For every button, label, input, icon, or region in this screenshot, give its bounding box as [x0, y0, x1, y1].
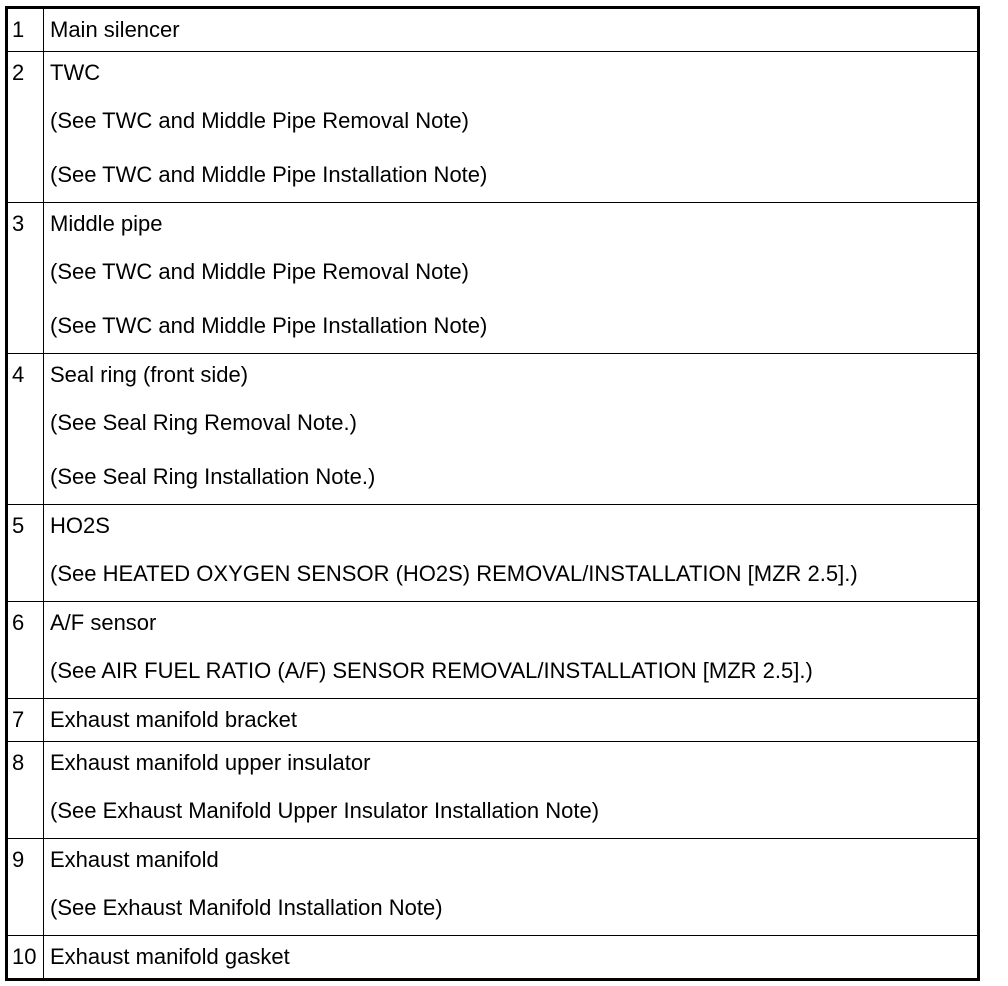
reference-note: (See AIR FUEL RATIO (A/F) SENSOR REMOVAL/INSTALLATION [MZR 2.5].): [50, 658, 813, 683]
table-row: [7, 203, 979, 354]
part-name: Exhaust manifold gasket: [50, 944, 290, 969]
item-number-cell: [7, 203, 44, 354]
part-name: Main silencer: [50, 17, 180, 42]
reference-note: (See Seal Ring Installation Note.): [50, 464, 376, 489]
item-number: 7: [12, 707, 25, 732]
table-row: [7, 52, 979, 203]
part-name: Middle pipe: [50, 211, 163, 236]
item-description-cell: [44, 354, 979, 505]
item-description-cell: [44, 52, 979, 203]
item-number: 5: [12, 513, 25, 538]
item-description-cell: [44, 839, 979, 936]
item-number: 10: [12, 944, 37, 969]
item-description-cell: [44, 505, 979, 602]
item-number-cell: [7, 52, 44, 203]
item-number: 6: [12, 610, 25, 635]
parts-table-body: [7, 8, 979, 980]
part-name: A/F sensor: [50, 610, 157, 635]
item-number: 2: [12, 60, 25, 85]
item-number-cell: [7, 602, 44, 699]
item-number: 3: [12, 211, 25, 236]
table-row: [7, 354, 979, 505]
table-row: [7, 839, 979, 936]
item-description-cell: [44, 742, 979, 839]
reference-note: (See TWC and Middle Pipe Installation Note): [50, 313, 488, 338]
parts-table: [5, 6, 980, 981]
item-number: 4: [12, 362, 25, 387]
part-name: HO2S: [50, 513, 110, 538]
reference-note: (See TWC and Middle Pipe Removal Note): [50, 108, 469, 133]
item-number: 9: [12, 847, 25, 872]
item-number: 1: [12, 17, 25, 42]
item-description-cell: [44, 602, 979, 699]
part-name: TWC: [50, 60, 101, 85]
part-name: Seal ring (front side): [50, 362, 249, 387]
reference-note: (See Exhaust Manifold Installation Note): [50, 895, 443, 920]
reference-note: (See TWC and Middle Pipe Installation Note): [50, 162, 488, 187]
part-name: Exhaust manifold bracket: [50, 707, 298, 732]
table-row: [7, 742, 979, 839]
item-number-cell: [7, 354, 44, 505]
item-number-cell: [7, 505, 44, 602]
table-row: [7, 936, 979, 980]
item-description-cell: [44, 936, 979, 980]
table-row: [7, 8, 979, 52]
item-number-cell: [7, 839, 44, 936]
item-number-cell: [7, 699, 44, 742]
part-name: Exhaust manifold: [50, 847, 219, 872]
table-row: [7, 699, 979, 742]
reference-note: (See Exhaust Manifold Upper Insulator Installation Note): [50, 798, 600, 823]
item-number-cell: [7, 742, 44, 839]
table-row: [7, 602, 979, 699]
part-name: Exhaust manifold upper insulator: [50, 750, 371, 775]
item-number: 8: [12, 750, 25, 775]
item-number-cell: [7, 8, 44, 52]
reference-note: (See TWC and Middle Pipe Removal Note): [50, 259, 469, 284]
item-description-cell: [44, 699, 979, 742]
reference-note: (See Seal Ring Removal Note.): [50, 410, 357, 435]
item-number-cell: [7, 936, 44, 980]
item-description-cell: [44, 8, 979, 52]
reference-note: (See HEATED OXYGEN SENSOR (HO2S) REMOVAL/INSTALLATION [MZR 2.5].): [50, 561, 858, 586]
item-description-cell: [44, 203, 979, 354]
table-row: [7, 505, 979, 602]
